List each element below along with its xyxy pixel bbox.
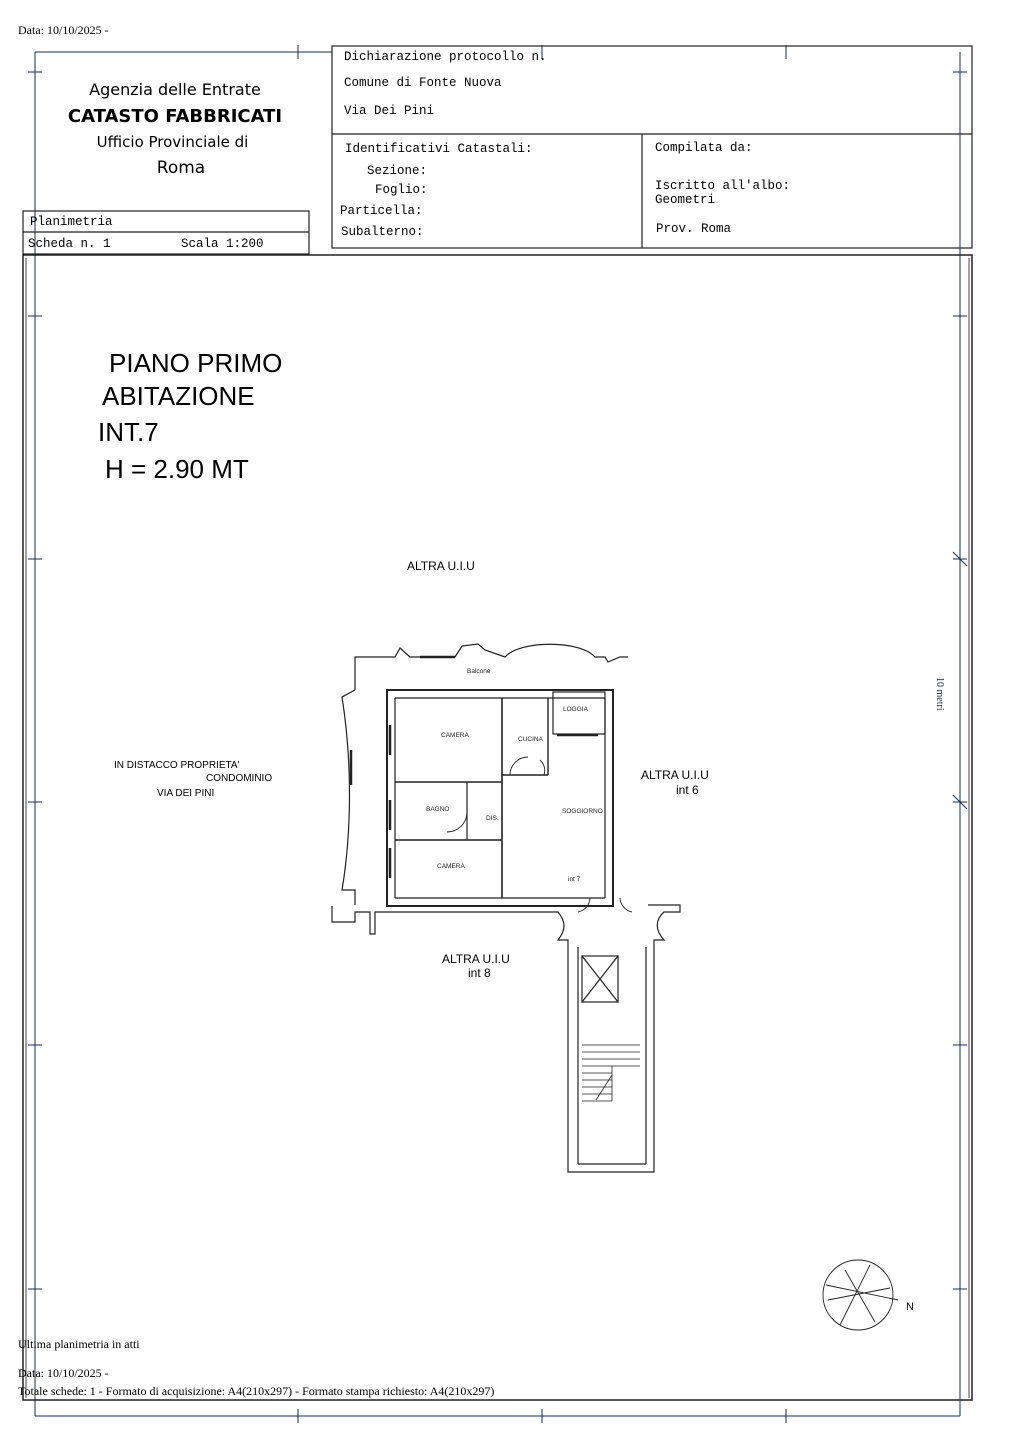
room-dis: DIS. <box>486 815 499 822</box>
prov-label: Prov. Roma <box>656 222 732 236</box>
label-altra-right: ALTRA U.I.U <box>641 768 709 782</box>
room-balcone: Balcone <box>467 668 491 675</box>
north-arrow-icon <box>823 1260 898 1330</box>
stairwell-outline <box>332 905 680 1172</box>
identificativi-label: Identificativi Catastali: <box>345 142 533 156</box>
via-label: Via Dei Pini <box>344 104 435 118</box>
sezione-label: Sezione: <box>367 164 428 178</box>
apartment-walls <box>387 690 613 906</box>
subalterno-label: Subalterno: <box>341 225 424 239</box>
label-via-dei-pini: VIA DEI PINI <box>157 788 215 799</box>
label-altra-top: ALTRA U.I.U <box>407 559 475 573</box>
label-distacco: IN DISTACCO PROPRIETA' <box>114 760 240 771</box>
scala-label: Scala 1:200 <box>181 237 264 251</box>
scale-marker-label: 10 metri <box>934 677 945 711</box>
office-name: Ufficio Provinciale di <box>96 133 249 151</box>
title-abitazione: ABITAZIONE <box>102 381 255 411</box>
room-bagno: BAGNO <box>426 806 450 813</box>
compilata-label: Compilata da: <box>655 141 753 155</box>
room-camera-2: CAMERA <box>437 863 465 870</box>
label-int6: int 6 <box>676 783 699 797</box>
label-condominio: CONDOMINIO <box>206 773 273 784</box>
label-altra-bottom: ALTRA U.I.U <box>442 952 510 966</box>
balcony-outline <box>355 644 628 690</box>
balcony-left <box>342 690 355 905</box>
title-height: H = 2.90 MT <box>105 454 249 484</box>
title-int: INT.7 <box>98 417 159 447</box>
footer-date: Data: 10/10/2025 - <box>18 1366 109 1380</box>
label-int8: int 8 <box>468 966 491 980</box>
room-soggiorno: SOGGIORNO <box>562 808 603 815</box>
iscritto-label: Iscritto all'albo: <box>655 179 791 193</box>
print-date-top: Data: 10/10/2025 - <box>18 23 109 37</box>
room-loggia: LOGGIA <box>563 706 588 713</box>
protocol-label: Dichiarazione protocollo n. <box>344 50 547 64</box>
footer-ultima: Ultima planimetria in atti <box>18 1337 140 1351</box>
planimetria-label: Planimetria <box>30 215 113 229</box>
office-city: Roma <box>156 158 206 178</box>
comune-label: Comune di Fonte Nuova <box>344 76 502 90</box>
foglio-label: Foglio: <box>375 183 428 197</box>
scheda-label: Scheda n. 1 <box>28 237 111 251</box>
catasto-title: CATASTO FABBRICATI <box>67 106 283 127</box>
geometri-label: Geometri <box>655 193 716 207</box>
room-cucina: CUCINA <box>518 736 543 743</box>
room-int7: int 7 <box>568 876 581 883</box>
room-camera-1: CAMERA <box>441 732 469 739</box>
footer-totale: Totale schede: 1 - Formato di acquisizione: A4(210x297) - Formato stampa richiesto: A4(210x297) <box>18 1384 495 1398</box>
particella-label: Particella: <box>340 204 423 218</box>
title-piano: PIANO PRIMO <box>109 348 283 378</box>
north-label: N <box>906 1301 914 1313</box>
agency-name: Agenzia delle Entrate <box>89 80 261 99</box>
